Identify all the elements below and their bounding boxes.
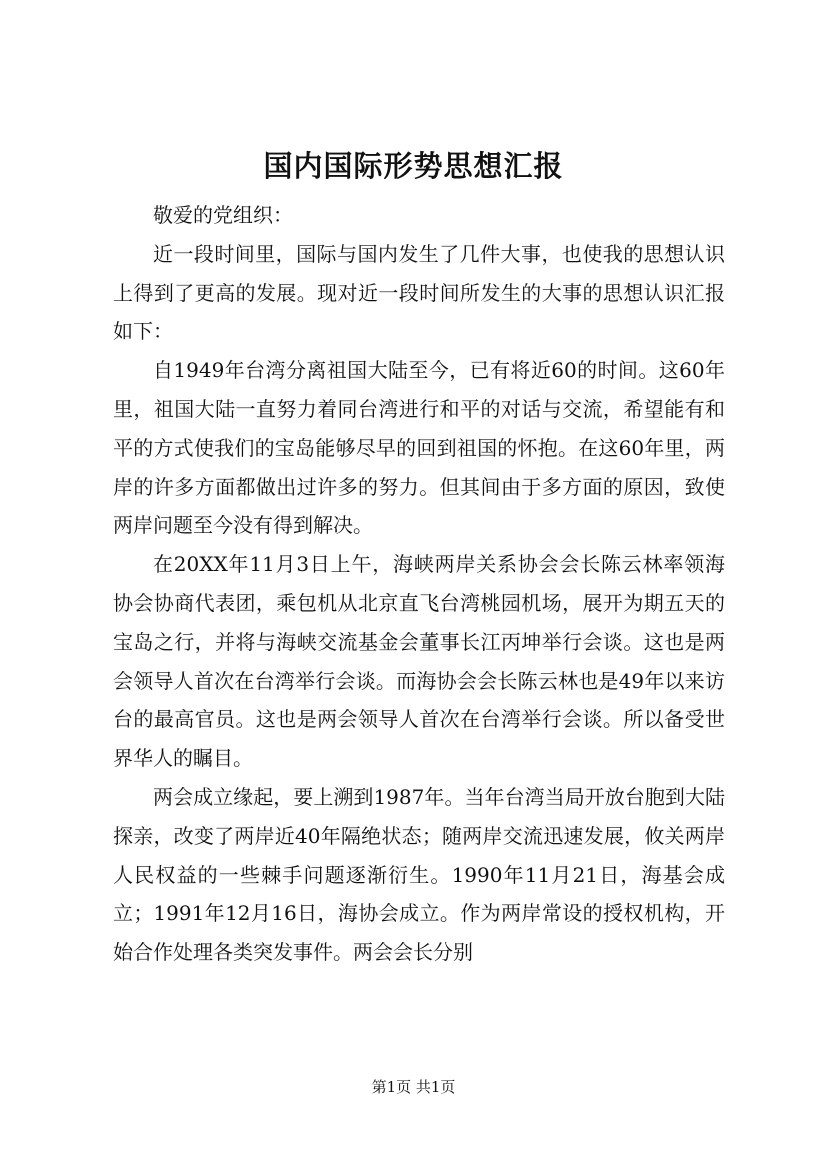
page-number-footer: 第1页 共1页: [371, 1078, 456, 1096]
paragraph-1: 近一段时间里，国际与国内发生了几件大事，也使我的思想认识上得到了更高的发展。现对近一段时间所发生的大事的思想认识汇报如下：: [113, 241, 725, 344]
paragraph-3: 在20XX年11月3日上午，海峡两岸关系协会会长陈云林率领海协会协商代表团，乘包机从北京直飞台湾桃园机场，展开为期五天的宝岛之行，并将与海峡交流基金会董事长江丙坤举行会谈。这也是两会领导人首次在台湾举行会谈。而海协会会长陈云林也是49年以来访台的最高官员。这也是两会领导人首次在台湾举行会谈。所以备受世界华人的瞩目。: [113, 552, 725, 771]
document-title: 国内国际形势思想汇报: [263, 149, 564, 183]
paragraph-4: 两会成立缘起，要上溯到1987年。当年台湾当局开放台胞到大陆探亲，改变了两岸近40年隔绝状态；随两岸交流迅速发展，攸关两岸人民权益的一些棘手问题逐渐衍生。1990年11月21日，海基会成立；1991年12月16日，海协会成立。作为两岸常设的授权机构，开始合作处理各类突发事件。两会会长分别: [113, 784, 725, 965]
paragraph-2: 自1949年台湾分离祖国大陆至今，已有将近60的时间。这60年里，祖国大陆一直努力着同台湾进行和平的对话与交流，希望能有和平的方式使我们的宝岛能够尽早的回到祖国的怀抱。在这60年里，两岸的许多方面都做出过许多的努力。但其间由于多方面的原因，致使两岸问题至今没有得到解决。: [113, 358, 725, 538]
salutation: 敬爱的党组织：: [153, 203, 293, 227]
document-body: [113, 196, 725, 972]
